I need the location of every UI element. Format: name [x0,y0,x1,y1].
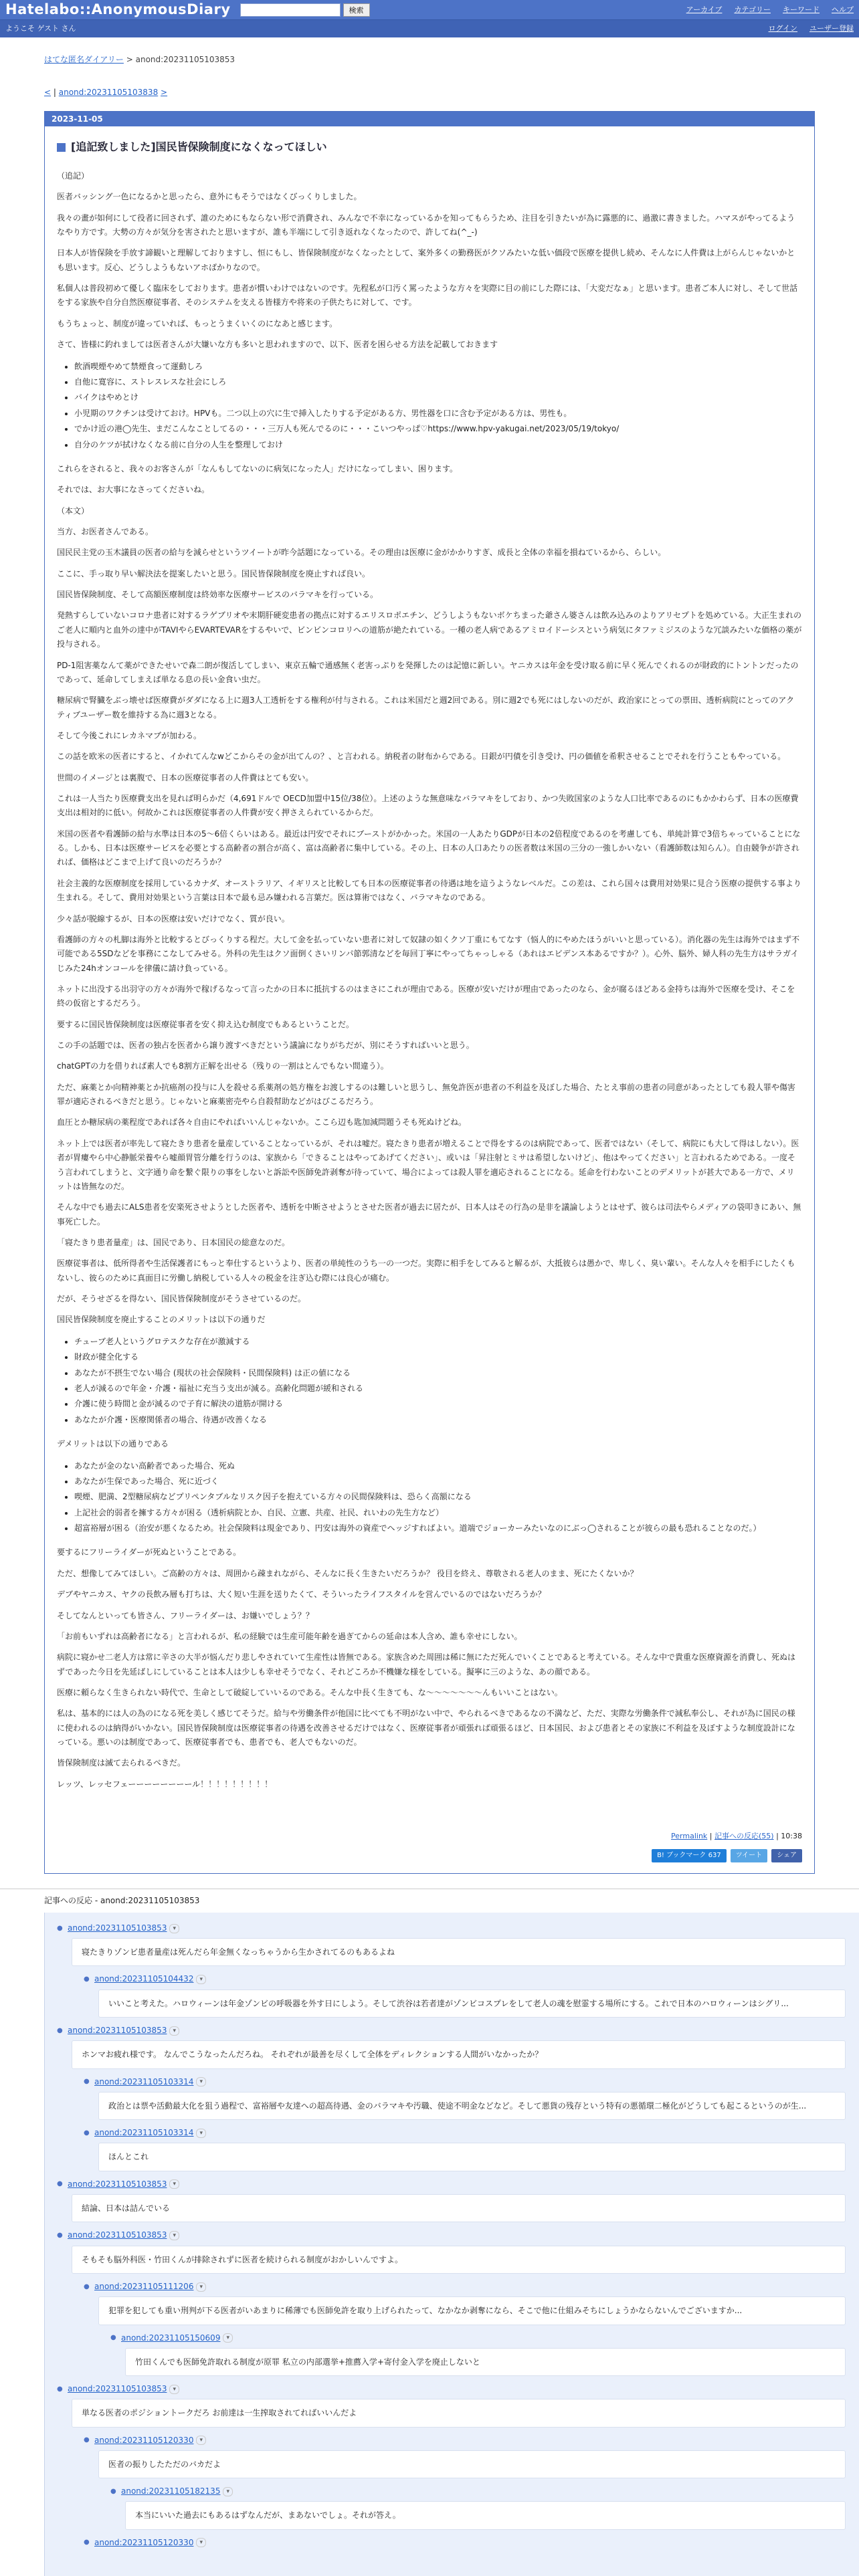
reference-body: 医者の振りしたただのバカだよ [98,2450,846,2478]
expand-toggle-icon[interactable]: ▾ [169,2231,179,2240]
next-link[interactable]: > [161,88,168,98]
entry-paragraph: 要するにフリーライダーが死ぬということである。 [57,1547,242,1558]
hatena-bookmark-button[interactable]: B! ブックマーク 637 [652,1849,727,1862]
facebook-share-button[interactable]: シェア [771,1849,802,1862]
demerits-list [74,1459,802,1537]
reference-link[interactable]: anond:20231105103853 [68,2230,167,2240]
entry-container [44,111,815,1873]
tips-list [74,359,802,453]
entry-paragraph: それでは、お大事になさってくださいね。 [57,485,210,495]
entry-paragraph: 国民皆保険制度を廃止することのメリットは以下の通りだ [57,1315,266,1325]
reference-body: 単なる医者のポジショントークだろ お前達は一生搾取されてればいいんだよ [72,2399,846,2427]
reference-header [110,2485,846,2498]
entry-paragraph: これらをされると、我々のお客さんが「なんもしてないのに病気になった人」だけになってしまい、困ります。 [57,463,458,473]
reference-link[interactable]: anond:20231105150609 [121,2333,221,2343]
entry-paragraph: 看護師の方々の札脚は海外と比較するとびっくりする程だ。大して金を払っていない患者に対して奴隷の如くクソ丁重にもてなす（悩人的にやめたほうがいいと思っている）。消化器の先生は海外ではまず不可能である5SDなどを事務にこなしてみせる。外科の先生はクソ面倒くさいリンパ節郭清などを毎回丁寧にやってちゃっしゃる（あれはエビデンス本あるですか？）。心外、脳外、婦人科の先生方はサラガイじみた24hオンコールを律儀に請け負っている。 [57,934,800,973]
reference-header [57,2383,846,2395]
expand-toggle-icon[interactable]: ▾ [196,2077,206,2086]
reference-body: 政治とは票や活動最大化を狙う過程で、富裕層や友達への超高待遇、金のバラマキや汚職、使途不明金などなど。そして悪貨の残存という特有の悪循環二極化がどうしても起こるというのが生... [98,2092,846,2120]
prevnext-sep: | [53,88,59,98]
bullet-icon: ● [57,2231,63,2239]
list-item: • 喫煙、肥満、2型糖尿病などプリペンタブルなリスク因子を抱えている方々の民間保険料は、恐らく高額になる [74,1489,802,1505]
entry-paragraph: レッツ、レッセフェーーーーーーーール！！！！！！！！！ [57,1779,273,1789]
reference-item [57,2178,846,2223]
list-item: • 小児期のワクチンは受けておけ。HPVも。二つ以上の穴に生で挿入したりする予定がある方、男性器を口に含む予定がある方は、男性も。 [74,406,802,421]
bullet-icon: ● [84,2078,90,2086]
entry-paragraph: デブやヤニカス、ヤクの長飲み層も打ちは、大く短い生涯を送りたくて、そういったライフスタイルを営んでいるのではないだろうか？ [57,1590,546,1600]
sub-bar [0,20,859,37]
entry-paragraph: さて、皆様に釣れましては医者さんが大嫌いな方も多いと思われますので、以下、医者を困らせる方法を記載しておきます [57,340,498,350]
list-item: • あなたが生保であった場合、死に近づく [74,1474,802,1489]
reference-link[interactable]: anond:20231105120330 [94,2435,194,2445]
reference-header [57,1922,846,1935]
reference-item [57,2383,846,2428]
reference-item [84,2280,846,2325]
entry-paragraph: 発熱すらしていないコロナ患者に対するラゲブリオや末期肝硬変患者の拠点に対するエリスロポエチン、どうしようもないボケちまった爺さん婆さんは飲み込みのよりアリセプトを処めている。大正生まれのご老人に順内と血外の達中がTAVIやらEVARTEVARをするやいで、ビンビンコロリへの道筋が絶たれている。一種の老人病であるアミロイドーシスという病気にタファミジスのような冗談みたいな価格の薬が投与される。 [57,611,802,649]
entry-paragraph: ただ、麻薬とか向精神薬とか抗癌剤の投与に人を殺せる系薬剤の処方権をお渡しするのは難しいと思うし、無免許医が患者の不利益を及ぼした場合、たとえ事前の患者の同意があったとしても殺人罪や傷害罪が適応されるべきだと思う。じゃないと麻薬密売やら自殺幇助などがはびこるだろう。 [57,1082,795,1107]
entry-paragraph: そして今後これにレカネマブが加わる。 [57,730,202,740]
nav-keyword[interactable]: キーワード [783,5,820,14]
breadcrumb [0,37,859,66]
bullet-icon: ● [84,2539,90,2547]
list-item: • 老人が減るので年金・介護・福祉に充当う支出が減る。高齢化問題が緩和される [74,1381,802,1396]
entry-paragraph: 私は、基本的には人の為のになる死を美しく感じてそうだ。給与や労働条件が他国に比べても不明がない中で、やられるべきであるなの不満など、ただ、実際な労働条件で減私奉公し、それが為に国民の様に使われるのは納得がいかない。国民皆保険制度は医療従事者の待遇を改善させるだけではなく、医療従事者が頑張れば頑張るほど、日本国民、および患者とその家族に不利益を及ぼすような制度設計になっている。悪いのは制度であって、医療従事者でも、患者でも、老人でもないのだ。 [57,1709,795,1747]
reference-header [110,2332,846,2345]
permalink[interactable]: Permalink [671,1832,708,1841]
entry-paragraph: 少々話が脱線するが、日本の医療は安いだけでなく、質が良い。 [57,914,290,924]
entry-paragraph: ここに、手っ取り早い解決法を提案したいと思う。国民皆保険制度を廃止すれば良い。 [57,568,371,578]
expand-toggle-icon[interactable]: ▾ [169,2179,179,2189]
reference-header [84,2280,846,2293]
reference-body: 犯罪を犯しても重い刑判が下る医者がいあまりに稀薄でも医師免許を取り上げられたって、なかなか剥奪になら、そこで他に仕組みそちにしょうかならないんでございますか... [98,2296,846,2325]
reference-link[interactable]: anond:20231105111206 [94,2281,194,2291]
reference-header [57,2229,846,2242]
entry-paragraph: 私個人は普段初めて優しく臨床をしております。患者が慣いわけではないのです。先程私が口汚く罵ったような方々を実際に目の前にした際には、「大変だなぁ」と思います。患者ご本人に対し、そして世話をする家族や自分自然医療従事者、そのシステムを支える皆様方や将来の子供たちに対して、です。 [57,284,798,308]
auth-links [769,23,854,35]
search-input[interactable] [240,3,341,17]
entry-paragraph: もうちょっと、制度が違っていれば、もっとうまくいくのになあと感じます。 [57,318,338,328]
reference-item [110,2332,846,2377]
expand-toggle-icon[interactable]: ▾ [223,2333,233,2343]
entry-paragraph: この話を欧米の医者にすると、イかれてんなwどこからその金が出てんの？、と言われる。納税者の財布からである。日銀が円債を引き受け、円の価値を希釈させることでそれを行うこともやっている。 [57,752,786,762]
tweet-button[interactable]: ツイート [731,1849,768,1862]
entry-title-text: [追記致しました]国民皆保険制度になくなってほしい [71,140,327,154]
entry-paragraph: そんな中でも過去にALS患者を安楽死させようとした医者や、透析を中断させようとさせた医者が過去に居たが、日本人はその行為の是非を議論しようとはせず、彼らは司法やらメディアの袋叩きにあい、無事死亡した。 [57,1202,801,1226]
entry-paragraph: （本文） [57,506,90,516]
reference-header [57,2178,846,2191]
breadcrumb-current: anond:20231105103853 [135,55,235,64]
expand-toggle-icon[interactable]: ▾ [196,2129,206,2138]
bullet-icon: ● [110,2487,116,2495]
refs-count-link[interactable]: 記事への反応(55) [714,1832,774,1841]
welcome-text: ようこそ ゲスト さん [5,24,76,33]
register-link[interactable]: ユーザー登録 [809,24,854,33]
reference-body: ほんとこれ [98,2143,846,2171]
bullet-icon: ● [57,2026,63,2034]
entry-paragraph: 世間のイメージとは裏腹で、日本の医療従事者の人件費はとても安い。 [57,772,314,782]
list-item: • 自分のケツが拭けなくなる前に自分の人生を整理しておけ [74,437,802,453]
reference-item [57,2229,846,2274]
share-buttons [57,1845,802,1866]
header-search [240,3,370,17]
entry-paragraph: 病院に寝かせ二老人方は常に辛さの大半が悩んだり悲しやされていて生産性は皆無である。家族含めた周囲は稀に無にただ死んでいくことであると考えている。そんな中で貴重な医療資源を消費し、死ぬはずであった今日を先延ばしにしていることは本人は少しも幸せそうでなく、それどころか不機嫌な様をしている。擬寧に三のような、あの顔である。 [57,1652,796,1677]
breadcrumb-home[interactable]: はてな匿名ダイアリー [44,55,124,64]
reference-body: いいこと考えた。ハロウィーンは年金ゾンビの呼吸器を外す日にしよう。そして渋谷は若者達がゾンビコスプレをして老人の魂を慰霊する場所にする。これで日本のハロウィーンはシグリ... [98,1990,846,2018]
reference-header [57,2024,846,2037]
reference-item [57,1922,846,1967]
bullet-icon: ● [110,2334,116,2342]
entry-paragraph: デメリットは以下の通りである [57,1439,169,1449]
reference-body: 結論、日本は詰んでいる [72,2194,846,2222]
list-item: • あなたが介護・医療関係者の場合、待遇が改善くなる [74,1412,802,1428]
reference-header [84,2127,846,2139]
bullet-icon: ● [84,2129,90,2137]
list-item: • 財政が健全化する [74,1350,802,1365]
bullet-icon: ● [84,2282,90,2290]
reference-link[interactable]: anond:20231105103853 [68,2026,167,2036]
reference-link[interactable]: anond:20231105103314 [94,2076,194,2086]
bullet-icon: ● [57,1924,63,1932]
expand-toggle-icon[interactable]: ▾ [169,2385,179,2394]
entry-body [57,169,802,1792]
entry-paragraph: 社会主義的な医療制度を採用しているカナダ、オーストラリア、イギリスと比較しても日本の医療従事者の待遇は地を這うようなレベルだ。この差は、これら国々は費用対効果に見合う医療の提供する事より生まれる。そして、費用対効果という言葉は日本で最も忌み嫌われる言葉だ。医は算術ではなく、バラマキなのである。 [57,878,801,903]
list-item: • 超富裕層が困る（治安が悪くなるため。社会保険料は現金であり、円安は海外の資産でヘッジすればよい。道端でジョーカーみたいなのにぶっ◯されることが彼らの最も恐れることなのだ。） [74,1521,802,1536]
reference-header [84,1973,846,1985]
reference-item [84,2537,846,2549]
entry-paragraph: だが、そうせざるを得ない、国民皆保険制度がそうさせているのだ。 [57,1294,306,1304]
entry-paragraph: 日本人が皆保険を手放す諦観いと理解しておりますし、恒にもし、皆保険制度がなくなったとして、案外多くの勤務医がクソみたいな低い価段で医療を提供し続め、そんなに人件費は上がらんじゃないかとも思います。反心、どうしようもないアホばかりなので。 [57,248,795,272]
entry [45,126,814,1872]
entry-paragraph: 我々の畫が如何にして役者に回されず、誰のためにもならない形で消費され、みんなで不幸になっているかを知ってもらうため、注目を引きたいが為に露悪的に、過激に書きました。ハマスがやってるようなやり方です。大勢の方々が気分を害されたと思いますが、誰も半端にして引き返れなくなったので、許してね(^_-) [57,213,795,237]
list-item: • あなたが不摂生でない場合 (現状の社会保険料・民間保険料) は正の値になる [74,1366,802,1381]
references-list [44,1913,859,2576]
list-item: • バイクはやめとけ [74,390,802,405]
reference-body: ホンマお疲れ様です。 なんでこうなったんだろね。 それぞれが最善を尽くして全体をディレクションする人間がいなかったか？ [72,2040,846,2068]
expand-toggle-icon[interactable]: ▾ [169,2026,179,2036]
footer-sep: | [707,1832,714,1841]
login-link[interactable]: ログイン [768,24,797,33]
reference-item [84,1973,846,2018]
reference-link[interactable]: anond:20231105104432 [94,1974,194,1984]
breadcrumb-sep: > [123,55,136,64]
bullet-icon: ● [57,2385,63,2393]
entry-paragraph: 要するに国民皆保険制度は医療従事者を安く抑え込む制度でもあるということだ。 [57,1019,355,1029]
list-item: • 自他に寛容に、ストレスレスな社会にしろ [74,374,802,390]
bullet-icon: ● [57,2180,63,2188]
entry-paragraph: 医者バッシング一色になるかと思ったら、意外にもそうではなくびっくりしました。 [57,192,362,202]
top-bar [0,0,859,20]
title-square-icon [57,143,66,152]
nav-category[interactable]: カテゴリー [734,5,771,14]
reference-body: そもそも脳外科医・竹田くんが排除されずに医者を続けられる制度がおかしいんですよ。 [72,2246,846,2274]
entry-paragraph: 「寝たきり患者量産」は、国民であり、日本国民の総意なのだ。 [57,1238,290,1247]
expand-toggle-icon[interactable]: ▾ [196,2282,206,2292]
reference-item [84,2076,846,2121]
reference-header [84,2076,846,2088]
prev-next-nav [0,66,859,99]
entry-paragraph: 血圧とか糖尿病の薬程度であれば各々自由にやればいいんじゃないか。ここら辺も匙加減問題うそも死ぬけどね。 [57,1117,467,1128]
references-heading: 記事への反応 - anond:20231105103853 [44,1895,200,1905]
expand-toggle-icon[interactable]: ▾ [196,2538,206,2547]
entry-paragraph: そしてなんといっても皆さん、フリーライダーは、お嫌いでしょう？？ [57,1610,314,1620]
entry-paragraph: （追記） [57,171,90,181]
list-item: • チューブ老人というグロテスクな存在が激減する [74,1334,802,1350]
entry-paragraph: ネットに出没する出羽守の方々が海外で稼げるなって言ったかの日本に抵抗するのはまさにこれが理由である。医療が安いだけが理由であったのなら、金が腐るほどある金持ちは海外で医療を受け、そこを終の仮宿とするだろう。 [57,984,795,1008]
reference-body: 竹田くんでも医師免許取れる制度が原罪 私立の内部選挙+推薦入学+寄付金入学を廃止しないと [125,2348,846,2376]
reference-item [84,2127,846,2171]
nav-help[interactable]: ヘルプ [832,5,854,14]
list-item: • 上記社会的弱者を擁する方々が困る（透析病院とか、自民、立憲、共産、社民、れいわの先生方など） [74,1505,802,1521]
prev-entry-link[interactable]: anond:20231105103838 [58,88,159,98]
entry-paragraph: 「お前もいずれは高齢者になる」と言われるが、私の経験では生産可能年齢を過ぎてからの延命は本人含め、誰も幸せにしない。 [57,1631,522,1641]
reference-header [84,2434,846,2447]
reference-body: 本当にいいた過去にもあるはずなんだが、まあないでしょ。それが答え。 [125,2501,846,2529]
bullet-icon: ● [84,2436,90,2444]
expand-toggle-icon[interactable]: ▾ [169,1924,179,1933]
expand-toggle-icon[interactable]: ▾ [196,2436,206,2445]
expand-toggle-icon[interactable]: ▾ [196,1975,206,1984]
list-item: • でかけ近の港◯先生、まだこんなことしてるの・・・三万人も死んでるのに・・・こいつやっぱ♡https://www.hpv-yakugai.net/2023/05/19/tokyo/ [74,421,802,437]
entry-title [57,138,802,156]
expand-toggle-icon[interactable]: ▾ [223,2487,233,2496]
entry-paragraph: 糖尿病で腎臓をぶっ壊せば医療費がダダになる上に週3人工透析をする権利が付与される。これは米国だと週2回である。別に週2でも死にはしないのだが、政治家にとっての票田、透析病院にとってのアクティブユーザー数を維持する為に週3となる。 [57,695,795,720]
entry-footer [57,1798,802,1845]
reference-item [57,2024,846,2069]
reference-link[interactable]: anond:20231105120330 [94,2537,194,2547]
entry-paragraph: これは一人当たり医療費支出を見れば明らかだ（4,691ドルで OECD加盟中15位/38位）。上述のような無意味なバラマキをしており、かつ失敗国家のような人口比率であるのにもかかわらず、日本の医療費支出は相対的に低い。何故かこれは医療従事者の人件費が安く押さえられているからだ。 [57,794,799,818]
reference-link[interactable]: anond:20231105103314 [94,2128,194,2138]
merits-list [74,1334,802,1428]
references-section [0,1889,859,2576]
nav-archive[interactable]: アーカイブ [686,5,723,14]
reference-header [84,2537,846,2549]
entry-paragraph: chatGPTの力を借りれば素人でも8割方正解を出せる（残りの一割はとんでもない間違う）。 [57,1061,389,1071]
list-item: • あなたが金のない高齢者であった場合、死ぬ [74,1459,802,1474]
reference-item [110,2485,846,2530]
entry-paragraph: 皆保険制度は滅て去られるべきだ。 [57,1758,186,1768]
reference-link[interactable]: anond:20231105182135 [121,2486,221,2496]
list-item: • 飲酒喫煙やめて禁煙食って運動しろ [74,359,802,374]
reference-link[interactable]: anond:20231105103853 [68,2384,167,2394]
entry-paragraph: 当方、お医者さんである。 [57,526,154,536]
entry-paragraph: PD-1阻害薬なんて薬ができたせいで森二朗が復活してしまい、東京五輪で通感無く老害っぷりを発揮したのは記憶に新しい。ヤニカスは年金を受け取る前に早く死んでくれるのが財政的にトントンだったのであって、延命してしまえば単なる息の長い金食い虫だ。 [57,660,799,684]
site-logo[interactable]: Hatelabo::AnonymousDiary [5,1,231,17]
entry-paragraph: ただ、想像してみてほしい。ご高齢の方々は、周囲から疎まれながら、そんなに長く生きたいだろうか？ 役目を終え、尊敬される老人のまま、死にたくないか？ [57,1568,638,1578]
reference-link[interactable]: anond:20231105103853 [68,1923,167,1933]
reference-link[interactable]: anond:20231105103853 [68,2179,167,2189]
entry-paragraph: 国民民主党の玉木議員の医者の給与を減らせというツイートが昨今話題になっている。その理由は医療に金がかかりすぎ、成長と全体の幸福を損ねているから、らしい。 [57,548,666,558]
list-item: • 介護に使う時間と金が減るので子育に解決の道筋が開ける [74,1396,802,1412]
entry-paragraph: 医療従事者は、低所得者や生活保護者にもっと奉仕するというより、医者の単純性のうち一の一つだ。実際に相手をしてみると解るが、大抵彼らは愚かで、卑しく、臭い輩い。そんな人々を相手にしたくもないし、彼らのために真面目に労働し納税している人々の税金を注ぎ込む際には良心が痛む。 [57,1259,795,1283]
reference-body: 寝たきりゾンビ患者量産は死んだら年金無くなっちゃうから生かされてるのもあるよね [72,1938,846,1966]
reference-item [84,2434,846,2479]
entry-time: | 10:38 [773,1832,802,1841]
entry-paragraph: 医療に頼らなく生きられない時代で、生命として破綻していいるのである。そんな中長く生きても、な〜〜〜〜〜〜〜んもいいことはない。 [57,1687,563,1697]
entry-paragraph: 国民皆保険制度、そして高額医療制度は終効率な医療サービスのバラマキを行っている。 [57,590,379,600]
prev-link[interactable]: < [44,88,52,98]
entry-paragraph: この手の話題では、医者の独占を医者から譲り渡すべきだという議論になりがちだが、別にそうすればいいと思う。 [57,1041,474,1051]
header-nav [686,4,854,16]
entry-paragraph: 米国の医者や看護師の給与水準は日本の5〜6倍くらいはある。最近は円安でそれにブーストがかかった。米国の一人あたりGDPが日本の2倍程度であるのを考慮しても、単純計算で3倍ちゃっていることになる。しかも、日本は医療サービスを必要とする高齢者の割合が高く、富は高齢者に集中している。その上、日本の人口あたりの医者数は米国の三分の一強しかいない（看護師数は知らん）。自由競争が許されれば、価格はどこまで上げて良いのだろうか？ [57,829,801,867]
search-button[interactable]: 検索 [343,3,370,17]
bullet-icon: ● [84,1975,90,1983]
entry-paragraph: ネット上では医者が率先して寝たきり患者を量産していることなっているが、それは嘘だ。寝たきり患者が増えることで得をするのは病院であって、医者ではない（そして、病院にも大して得はしない）。医者が胃瘻やら中心静脈栄養やら嘘顔胃管分離を行うのは、家族から「できることはやってあげてください」、或いは「昇注射とミサは希望しないけど」、他はやってください」と言われるためである。一度そう言われてしまうと、文字通り命を繋ぐ限りの事をしないと訴訟や医師免許剥奪が待っていて、場合によっては殺人罪を適応されることになる。延命を行わないことのデメリットが甚大である一方で、メリットは皆無なのだ。 [57,1138,799,1191]
entry-date: 2023-11-05 [45,112,814,126]
